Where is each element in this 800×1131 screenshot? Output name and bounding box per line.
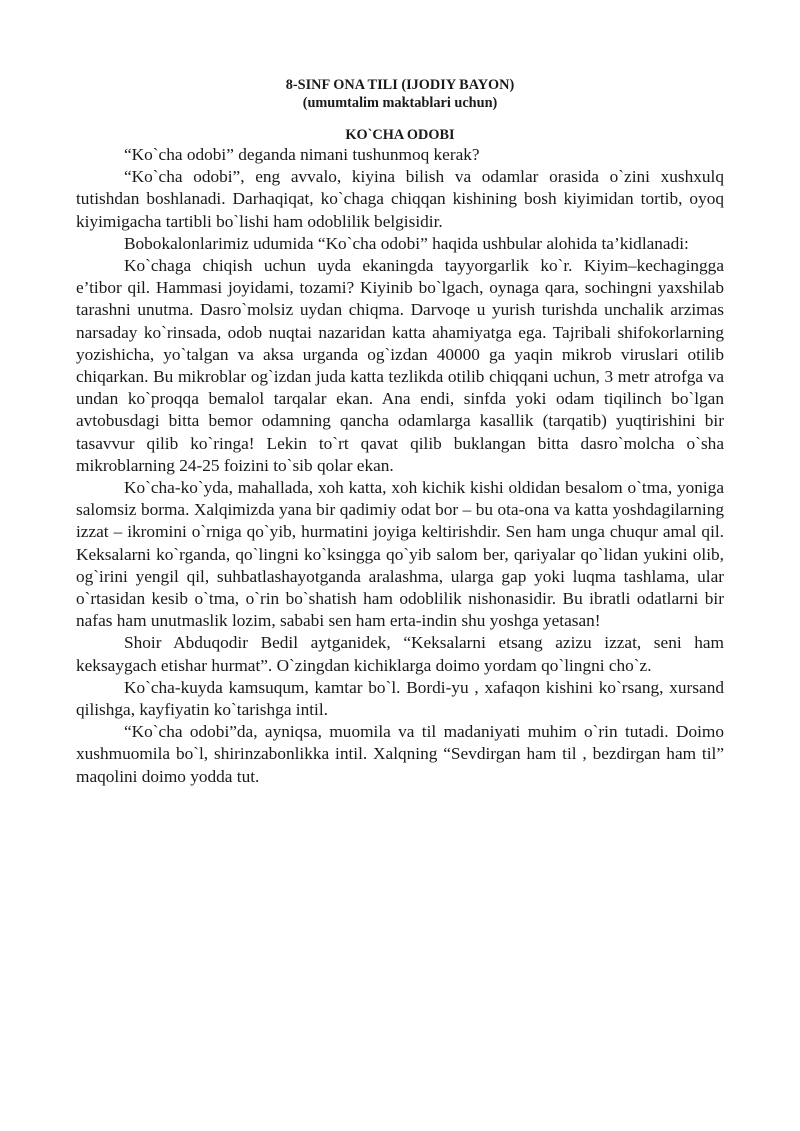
article-title: KO`CHA ODOBI — [345, 127, 455, 143]
paragraph: “Ko`cha odobi”, eng avvalo, kiyina bilish va odamlar orasida o`zini xushxulq tutishdan boshlanadi. Darhaqiqat, ko`chaga chiqqan kishining bosh kiyimidan tortib, oyoq kiyimigacha tartibli bo`lishi ham odoblilik belgisidir. — [76, 167, 724, 231]
paragraph: Shoir Abduqodir Bedil aytganidek, “Keksalarni etsang azizu izzat, seni ham keksaygach etishar hurmat”. O`zingdan kichiklarga doimo yordam qo`lingni cho`z. — [76, 633, 724, 675]
paragraph: Ko`cha-ko`yda, mahallada, xoh katta, xoh kichik kishi oldidan besalom o`tma, yoniga salomsiz borma. Xalqimizda yana bir qadimiy odat bor – bu ota-ona va katta yoshdagilarning izzat – ikromini o`rniga qo`yib, hurmatini joyiga keltirishdir. Sen ham unga chuqur amal qil. Keksalarni ko`rganda, qo`lingni ko`ksingga qo`yib salom ber, qariyalar qo`lidan yukini olib, og`irini yengil qil, suhbatlashayotganda aralashma, ularga gap yoki luqma tashlama, ular o`rtasidan kesib o`tma, o`rin bo`shatish ham odoblilik nishonasidir. Bu ibratli odatlarni bir nafas ham unutmaslik lozim, sababi sen ham erta-indin shu yoshga yetasan! — [76, 478, 724, 631]
paragraph: “Ko`cha odobi”da, ayniqsa, muomila va til madaniyati muhim o`rin tutadi. Doimo xushmuomila bo`l, shirinzabonlikka intil. Xalqning “Sevdirgan ham til , bezdirgan ham til” maqolini doimo yodda tut. — [76, 722, 724, 786]
article-body — [76, 144, 724, 788]
paragraph: Bobokalonlarimiz udumida “Ko`cha odobi” haqida ushbular alohida ta’kidlanadi: — [124, 233, 689, 253]
document-heading: 8-SINF ONA TILI (IJODIY BAYON) — [285, 77, 515, 93]
paragraph: Ko`chaga chiqish uchun uyda ekaningda tayyorgarlik ko`r. Kiyim–kechagingga e’tibor qil. Hammasi joyidami, tozami? Kiyinib bo`lgach, oynaga qara, sochingni yaxshilab tarashni unutma. Dasro`molsiz uydan chiqma. Darvoqe u yurish turishda unchalik arzimas narsaday ko`rinsada, odob nuqtai nazaridan katta ahamiyatga ega. Tajribali shifokorlarning yozishicha, yo`talgan va aksa urganda og`izdan 40000 ga yaqin mikrob viruslari otilib chiqarkan. Bu mikroblar og`izdan juda katta tezlikda otilib chiqqani uchun, 3 metr atrofga va undan ko`proqqa bemalol tarqalar ekan. Ana endi, sinfda yoki odam tiqilinch bo`lgan avtobusdagi bitta bemor odamning qancha odamlarga kasallik (tarqatib) yuqtirishini bir tasavvur qilib ko`ringa! Lekin to`rt qavat qilib buklangan bitta dasro`molcha o`sha mikroblarning 24-25 foizini to`sib qolar ekan. — [76, 256, 724, 475]
document-page — [76, 76, 724, 788]
paragraph: Ko`cha-kuyda kamsuqum, kamtar bo`l. Bordi-yu , xafaqon kishini ko`rsang, xursand qilishga, kayfiyatin ko`tarishga intil. — [76, 677, 724, 720]
document-subheading: (umumtalim maktablari uchun) — [302, 95, 498, 111]
paragraph: “Ko`cha odobi” deganda nimani tushunmoq kerak? — [124, 145, 480, 164]
